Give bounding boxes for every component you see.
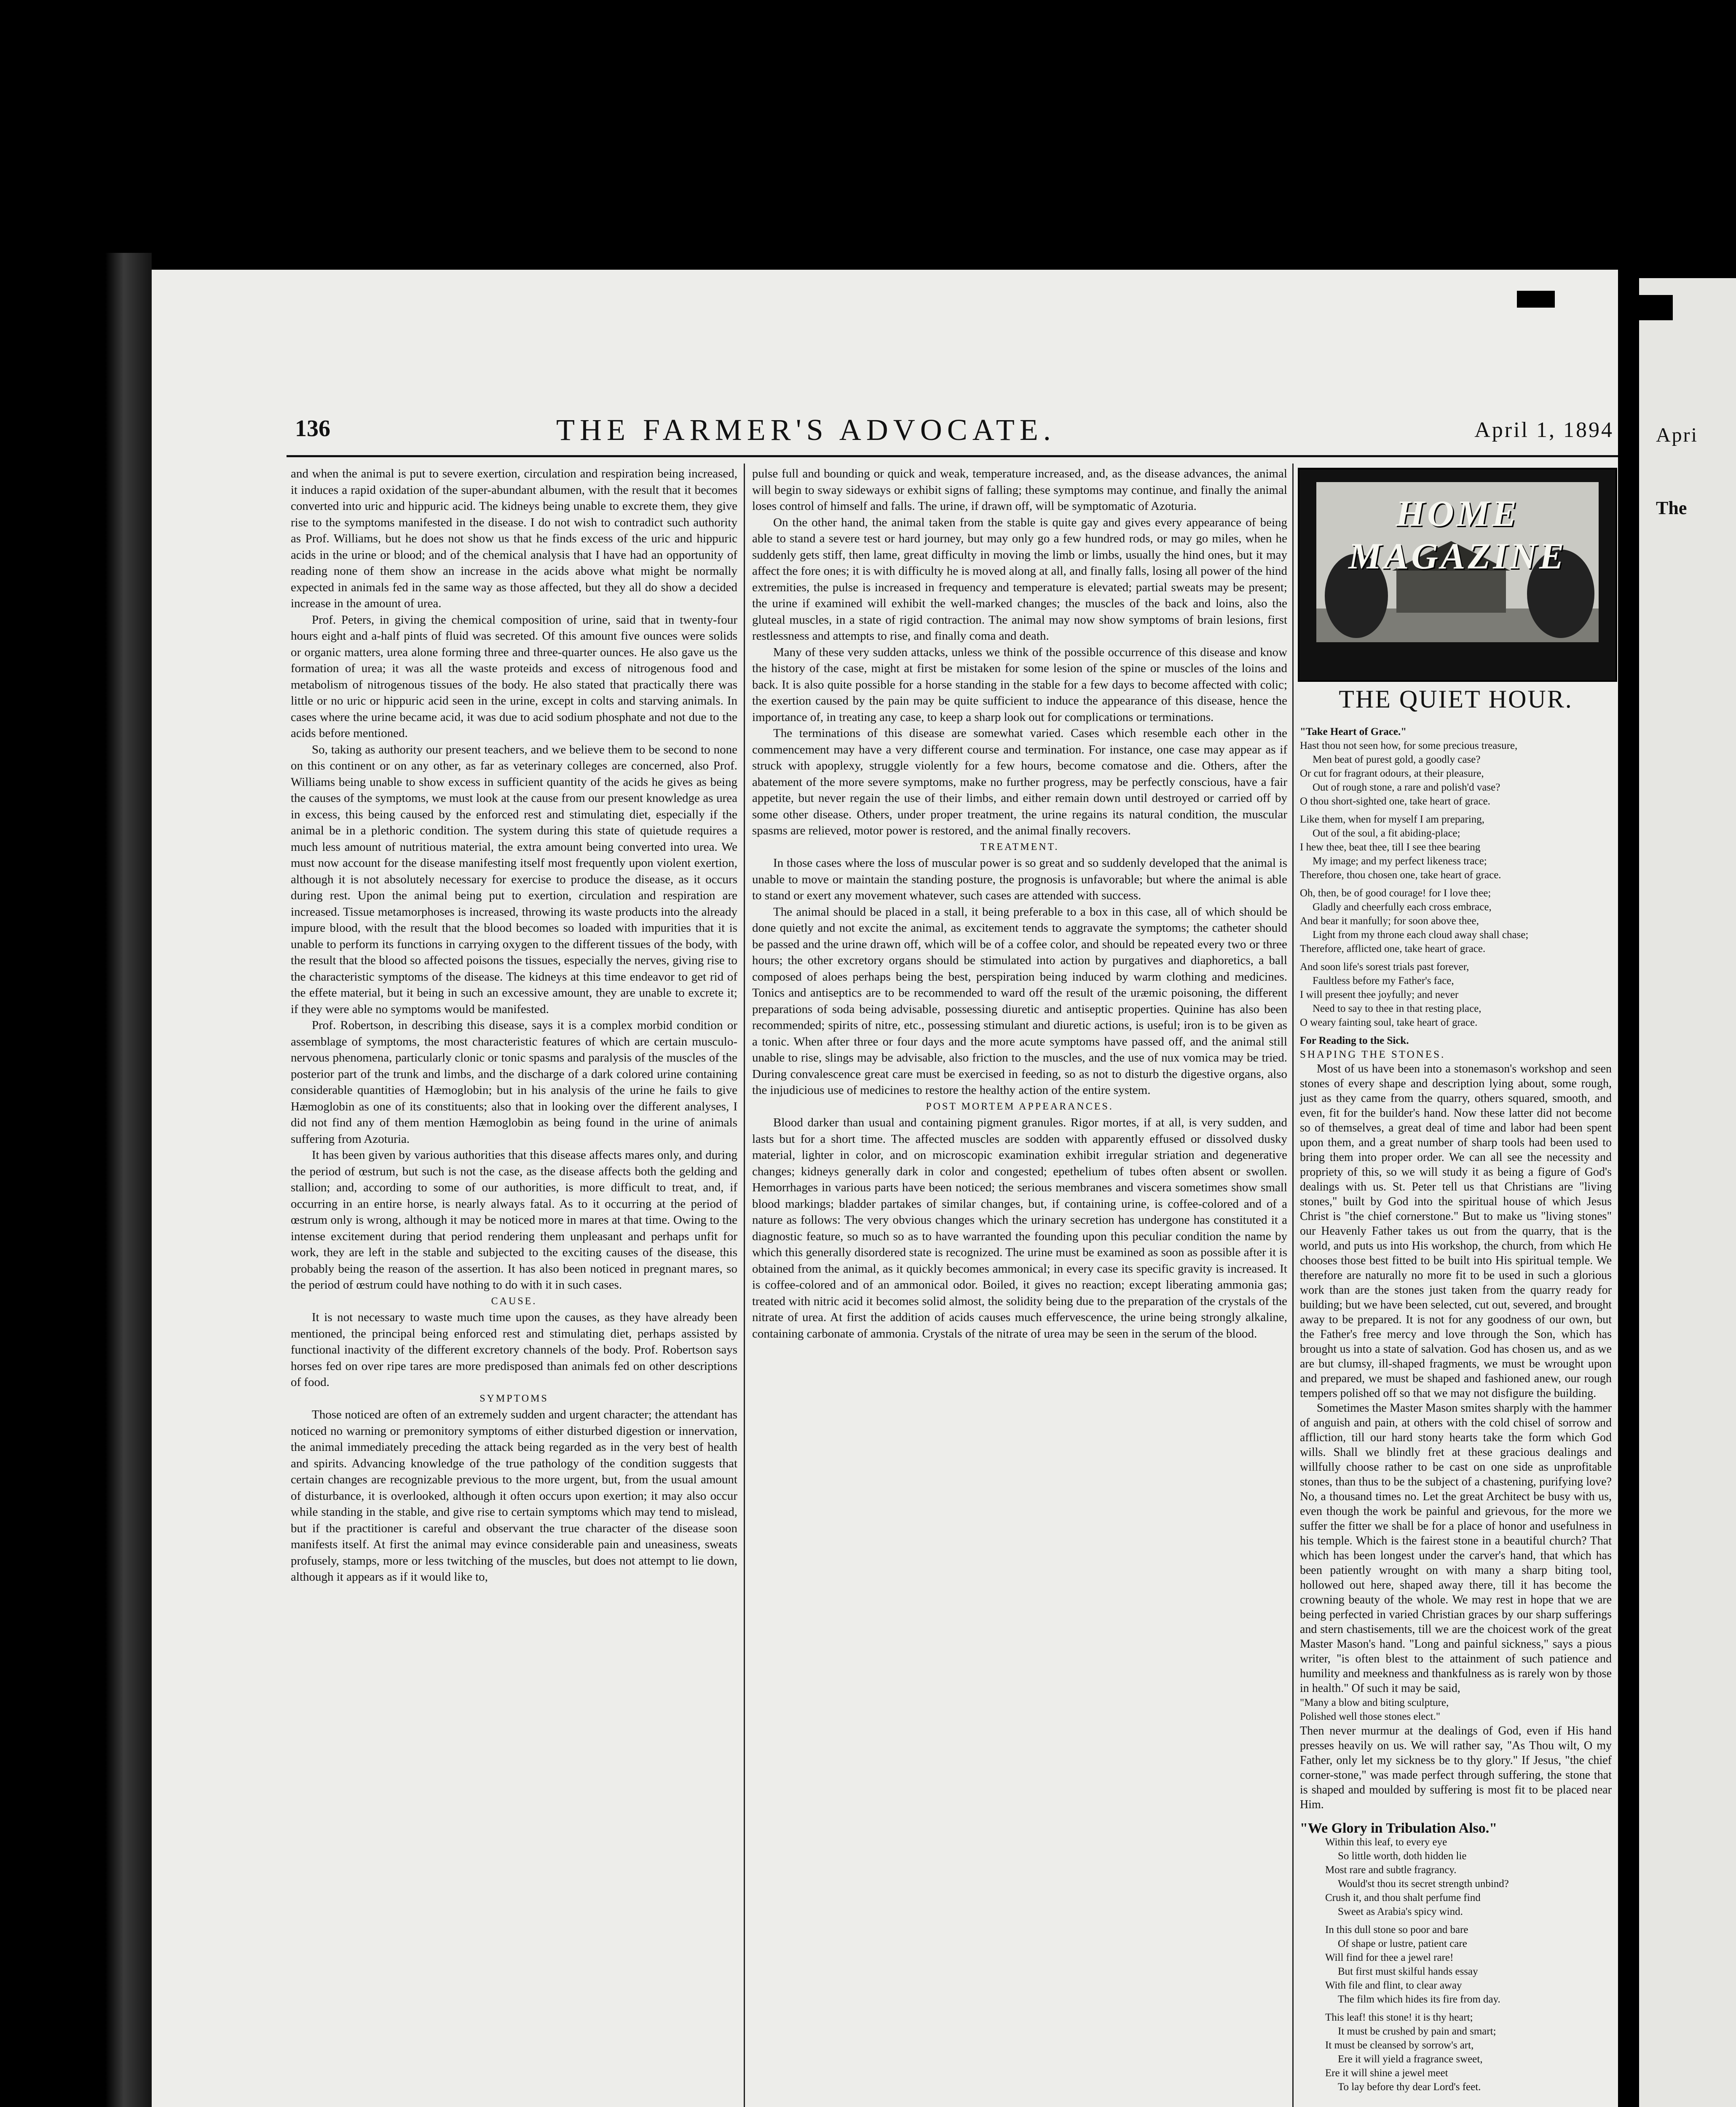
poem-line: Ere it will shine a jewel meet (1325, 2067, 1448, 2079)
poem-line: Oh, then, be of good courage! for I love thee; (1300, 887, 1491, 899)
paragraph: The terminations of this disease are somewhat varied. Cases which resemble each other in the commencement may have a very different course and termination. For instance, one case may appear as if struck with apoplexy, struggle violently for a few hours, become comatose and die. Others, after the abatement of the more severe symptoms, make no further progress, may be perfectly conscious, have a fair appetite, but never regain the use of their limbs, and either remain down until destroyed or carried off by some other disease. Others, under proper treatment, the urine regains its natural condition, the muscular spasms are relieved, motor power is restored, and the animal finally recovers. (752, 726, 1287, 837)
poem-line: In this dull stone so poor and bare (1325, 1924, 1468, 1935)
poem-line: Gladly and cheerfully each cross embrace, (1313, 901, 1492, 913)
facing-page-title: The (1656, 498, 1687, 518)
page-header (295, 415, 1614, 453)
poem-title: "We Glory in Tribulation Also." (1300, 1820, 1498, 1836)
poem-stanza (1300, 960, 1612, 1029)
poem-take-heart-of-grace (1300, 739, 1612, 1029)
poem-line: Faultless before my Father's face, (1313, 975, 1454, 986)
poem-stanza (1325, 2010, 1612, 2094)
column-1 (291, 466, 737, 1585)
poem-line: Will find for thee a jewel rare! (1325, 1952, 1454, 1963)
section-heading-cause: CAUSE. (491, 1295, 537, 1307)
paragraph: Then never murmur at the dealings of God, even if His hand presses heavily on us. We will rather say, "As Thou wilt, O my Father, only let my sickness be to thy glory." If Jesus, "the chief corner-stone," was made perfect through suffering, the stone that is shaped and moulded by suffering is most fit to be placed near Him. (1300, 1724, 1612, 1811)
poem-stanza (1300, 886, 1612, 956)
paragraph: Most of us have been into a stonemason's workshop and seen stones of every shape and description lying about, some rough, just as they came from the quarry, others squared, smooth, and even, fit for the builder's hand. Now these latter did not become so of themselves, a great deal of time and labor had been spent upon them, and a great number of sharp tools had been used to bring them into proper order. We can all see the necessity and propriety of this, so we will study it as being a figure of God's dealings with us. St. Peter tell us that Christians are "living stones," built by God into the spiritual house of which Jesus Christ is "the chief cornerstone." But to make us "living stones" our Heavenly Father takes us out from the quarry, that is the world, and puts us into His workshop, the church, from which He chooses those best fitted to be built into His spiritual temple. We therefore are naturally no more fit to be used in such a glorious work than are the stones just taken from the quarry ready for building; but we have been selected, cut out, severed, and brought away to be prepared. It is not for any goodness of our own, but the Father's free mercy and love through the Son, which has brought us into a state of salvation. God has chosen us, and as we are but clumsy, ill-shaped fragments, we must be wrought upon and prepared, we must be shaped and fashioned anew, our rough tempers polished off so that we may not disfigure the building. (1300, 1062, 1612, 1400)
poem-stanza (1300, 739, 1612, 808)
masthead: THE FARMER'S ADVOCATE. (556, 413, 1056, 447)
poem-line: It must be crushed by pain and smart; (1338, 2026, 1496, 2037)
poem-line: Would'st thou its secret strength unbind? (1338, 1878, 1509, 1890)
poem-line: Out of the soul, a fit abiding-place; (1313, 828, 1460, 839)
home-magazine-banner (1298, 468, 1617, 682)
poem-line: O weary fainting soul, take heart of grace. (1300, 1017, 1478, 1028)
paragraph: pulse full and bounding or quick and weak, temperature increased, and, as the disease advances, the animal will begin to sway sideways or exhibit signs of falling; these symptoms may continue, and finally the animal loses control of himself and falls. The urine, if drawn off, will be symptomatic of Azoturia. (752, 467, 1287, 513)
paragraph: It is not necessary to waste much time upon the causes, as they have already been mentioned, the principal being enforced rest and stimulating diet, perhaps assisted by functional inactivity of the different excretory channels of the body. Prof. Robertson says horses fed on over ripe tares are more predisposed than animals fed on other descriptions of food. (291, 1311, 737, 1389)
poem-line: It must be cleansed by sorrow's art, (1325, 2040, 1474, 2051)
section-heading-treatment: TREATMENT. (980, 841, 1059, 852)
paragraph: Prof. Robertson, in describing this disease, says it is a complex morbid condition or assemblage of symptoms, the most characteristic features of which are certain musculo-nervous phenomena, particularly clonic or tonic spasms and paralysis of the muscles of the posterior part of the trunk and limbs, and the discharge of a dark colored urine containing considerable quantities of Hæmoglobin; but in his analysis of the urine he fails to give Hæmoglobin as one of its constituents; also that in looking over the different analyses, I did not find any of them mention Hæmoglobin as being found in the urine of animals suffering from Azoturia. (291, 1019, 737, 1146)
paragraph: The animal should be placed in a stall, it being preferable to a box in this case, all of which should be done quietly and not excite the animal, as excitement tends to aggravate the symptoms; the catheter should be passed and the urine drawn off, which will be of a coffee color, and should be repeated every two or three hours; the other excretory organs should be stimulated into action by purgatives and diaphoretics, a ball composed of aloes perhaps being the best, perspiration being induced by warm clothing and medicines. Tonics and antiseptics are to be recommended to ward off the result of the uræmic poisoning, the different preparations of soda being advisable, possessing diuretic and antiseptic properties. Quinine has also been recommended; spirits of nitre, etc., possessing stimulant and diuretic actions, is useful; iron is to be given as a tonic. When after three or four days and the more acute symptoms have passed off, and the animal still unable to rise, slings may be advisable, also friction to the muscles, and the use of nux vomica may be tried. During convalescence great care must be exercised in feeding, so as not to disturb the digestive organs, also the injudicious use of medicines to restore the healthy action of the entire system. (752, 905, 1287, 1097)
poem-title: "Take Heart of Grace." (1300, 726, 1407, 737)
poem-line: Within this leaf, to every eye (1325, 1836, 1447, 1848)
poem-line: And bear it manfully; for soon above thee, (1300, 915, 1479, 927)
poem-line: And soon life's sorest trials past forever, (1300, 961, 1469, 973)
paragraph: Sometimes the Master Mason smites sharply with the hammer of anguish and pain, at others with the cold chisel of sorrow and affliction, till our hard stony hearts take the form which God wills. Shall we blindly fret at these gracious dealings and willfully choose rather to be cast on one side as unprofitable stones, than thus to be the subject of a chastening, purifying love? No, a thousand times no. Let the great Architect be busy with us, even though the work be painful and grievous, for the more we suffer the fitter we shall be for a place of honor and usefulness in his temple. Which is the fairest stone in a beautiful church? That which has been longest under the carver's hand, that which has been patiently wrought on with many a sharp biting tool, hollowed out here, shaped away there, till it has become the crowning beauty of the whole. We may rest in hope that we are being perfected in varied Christian graces by our sharp sufferings and stern chastisements, till we are the choicest work of the great Master Mason's hand. "Long and painful sickness," says a pious writer, "is often blest to the attainment of such patience and humility and meekness and thankfulness as is rarely won by those in health." Of such it may be said, (1300, 1402, 1612, 1695)
paragraph: Many of these very sudden attacks, unless we think of the possible occurrence of this disease and know the history of the case, might at first be mistaken for some lesion of the spine or muscles of the loins and back. It is also quite possible for a horse standing in the stable for a few days to become affected with colic; the exertion caused by the pain may be quite sufficient to induce the appearance of this disease, hence the importance of, in treating any case, to keep a sharp look out for complications or terminations. (752, 645, 1287, 724)
poem-line: Sweet as Arabia's spicy wind. (1338, 1906, 1463, 1917)
paragraph: So, taking as authority our present teachers, and we believe them to be second to none on this continent or on any other, as far as veterinary colleges are concerned, also Prof. Williams being unable to show excess in sufficient quantity of the acids he gives as being the causes of the symptoms, we must look at the cause from our present knowledge as urea in excess, this being caused by the enforced rest and stimulating diet, especially if the animal be in a plethoric condition. The system during this state of quietude requires a much less amount of nutritious material, the extra amount being converted into urea. We must now account for the disease manifesting itself most frequently upon violent exertion, although it is not absolutely necessary for exercise to produce the disease, as it occurs during rest. Upon the animal being put to exertion, circulation and respiration are increased. Tissue metamorphoses is increased, throwing its waste products into the already impure blood, with the result that the blood becomes so loaded with impurities that it is unable to perform its functions in carrying oxygen to the different tissues of the body, with the result that the blood so affected poisons the tissues, especially the nerves, giving rise to the characteristic symptoms of the disease. The kidneys at this time endeavor to get rid of the effete material, but it being in such an excessive amount, they are unable to excrete it; if they were able no symptoms would be manifested. (291, 743, 737, 1016)
poem-stanza (1300, 812, 1612, 882)
newspaper-page (152, 270, 1618, 2107)
paragraph: On the other hand, the animal taken from the stable is quite gay and gives every appearance of being able to stand a severe test or hard journey, but may only go a few hundred rods, or may go miles, when he suddenly gets stiff, then lame, great difficulty in moving the limb or limbs, usually the hind ones, but it may affect the fore ones; it is with difficulty he is moved along at all, and finally falls, losing all power of the hind extremities, the pulse is increased in frequency and temperature is elevated; partial sweats may be present; the urine if examined will exhibit the well-marked changes; the muscles of the back and loins, also the gluteal muscles, in a state of rigid contraction. The animal may now show symptoms of brain lesions, first restlessness and attempts to rise, and finally coma and death. (752, 515, 1287, 643)
section-heading-symptoms: SYMPTOMS (480, 1393, 549, 1404)
header-rule (287, 455, 1618, 457)
article-subtitle: SHAPING THE STONES. (1300, 1049, 1446, 1060)
paragraph: In those cases where the loss of muscular power is so great and so suddenly developed that the animal is unable to move or maintain the standing posture, the prognosis is unfavorable; but where the animal is able to stand or exert any movement whatever, such cases are attended with success. (752, 856, 1287, 902)
poem-line: The film which hides its fire from day. (1338, 1994, 1500, 2005)
torn-edge (1517, 291, 1555, 308)
poem-we-glory-in-tribulation (1300, 1835, 1612, 2094)
article-title: For Reading to the Sick. (1300, 1035, 1409, 1046)
poem-line: I hew thee, beat thee, till I see thee bearing (1300, 842, 1481, 853)
poem-line: Hast thou not seen how, for some precious treasure, (1300, 740, 1518, 751)
poem-line: Therefore, thou chosen one, take heart of grace. (1300, 869, 1501, 881)
poem-line: O thou short-sighted one, take heart of grace. (1300, 796, 1490, 807)
poem-line: Most rare and subtle fragrancy. (1325, 1864, 1457, 1876)
poem-line: To lay before thy dear Lord's feet. (1338, 2081, 1481, 2093)
book-spine (105, 253, 152, 2107)
poem-line: This leaf! this stone! it is thy heart; (1325, 2012, 1473, 2023)
issue-date: April 1, 1894 (1474, 418, 1614, 442)
column-2 (752, 466, 1287, 1342)
facing-page (1639, 278, 1736, 2107)
poem-line: Light from my throne each cloud away shall chase; (1313, 929, 1529, 941)
torn-edge (1618, 295, 1673, 320)
poem-stanza (1325, 1923, 1612, 2006)
poem-line: With file and flint, to clear away (1325, 1980, 1462, 1991)
poem-line: Crush it, and thou shalt perfume find (1325, 1892, 1481, 1903)
column-3 (1300, 725, 1612, 2098)
poem-line: Men beat of purest gold, a goodly case? (1313, 754, 1481, 765)
poem-line: But first must skilful hands essay (1338, 1966, 1478, 1977)
paragraph: Blood darker than usual and containing pigment granules. Rigor mortes, if at all, is very sudden, and lasts but for a short time. The affected muscles are sodden with apparently effused or dissolved dusky material, lighter in color, and on microscopic examination exhibit irregular striation and degenerative changes; kidneys generally dark in color and congested; epethelium of tubes often absent or swollen. Hemorrhages in various parts have been noticed; the serious membranes and viscera sometimes show small blood markings; bladder partakes of similar changes, but, if containing urine, is coffee-colored and of a nature as follows: The very obvious changes which the urinary secretion has undergone has constituted it a diagnostic feature, so much so as to have warranted the founding upon this peculiar condition the name by which this generally disordered state is recognized. The urine must be examined as soon as possible after it is obtained from the animal, as it quickly becomes ammonical; in every case its specific gravity is increased. It is coffee-colored and of an ammonical odor. Boiled, it gives no reaction; except liberating ammonia gas; treated with nitric acid it becomes solid almost, the solidity being due to the preparation of the crystals of the nitrate of urea. At first the addition of acids causes much effervescence, the urine being strongly alkaline, containing carbonate of ammonia. Crystals of the nitrate of urea may be seen in the serum of the blood. (752, 1116, 1287, 1340)
poem-line: I will present thee joyfully; and never (1300, 989, 1459, 1000)
quote-line: "Many a blow and biting sculpture, (1300, 1697, 1449, 1708)
poem-line: My image; and my perfect likeness trace; (1313, 855, 1487, 867)
section-heading-postmortem: POST MORTEM APPEARANCES. (926, 1101, 1114, 1112)
paragraph: and when the animal is put to severe exertion, circulation and respiration being increased, it induces a rapid oxidation of the super-abundant albumen, with the result that it becomes converted into uric and hippuric acid. The kidneys being unable to excrete them, they give rise to the symptoms manifested in the disease. I do not wish to contradict such authority as Prof. Williams, but he does not show us that he finds excess of the uric and hippuric acids in the urine or blood; and of the chemical analysis that I have had an opportunity of reading none of them show an increase in the acids above what might be normally expected in animals fed in the same way as those affected, but they all do show a decided increase in the amount of urea. (291, 467, 737, 610)
poem-line: Or cut for fragrant odours, at their pleasure, (1300, 768, 1484, 779)
quote-line: Polished well those stones elect." (1300, 1711, 1441, 1722)
column-separator (1292, 464, 1294, 2107)
poem-line: So little worth, doth hidden lie (1338, 1850, 1467, 1862)
scan-background (0, 0, 1736, 236)
poem-line: Need to say to thee in that resting place, (1313, 1003, 1481, 1014)
paragraph: Prof. Peters, in giving the chemical composition of urine, said that in twenty-four hours eight and a-half pints of fluid was secreted. Of this amount five ounces were solids or organic matters, urea alone forming three and three-quarter ounces. He also gave us the formation of urea; it was all the waste proteids and excess of nitrogenous food and metabolism of nitrogenous tissues of the body. He also stated that practically there was little or no uric or hippuric acid seen in the urine, except in colts and starving animals. In cases where the urine became acid, it was due to acid sodium phosphate and not due to the acids before mentioned. (291, 613, 737, 740)
page-number: 136 (295, 416, 330, 442)
paragraph: It has been given by various authorities that this disease affects mares only, and during the period of œstrum, but such is not the case, as the disease affects both the gelding and stallion; and, according to some of our authorities, is more difficult to treat, and, if occurring in an entire horse, is nearly always fatal. As to it occurring at the period of œstrum only is wrong, although it may be noticed more in mares at that time. Owing to the intense excitement during that period rendering them unpleasant and perhaps unfit for work, they are left in the stable and subjected to the exciting causes of the disease, this probably being the reason of the assertion. It has also been noticed in pregnant mares, so the period of œstrum could have nothing to do with it in such cases. (291, 1148, 737, 1292)
facing-page-header: Apri (1656, 424, 1698, 446)
poem-line: Out of rough stone, a rare and polish'd vase? (1313, 782, 1500, 793)
paragraph: Those noticed are often of an extremely sudden and urgent character; the attendant has noticed no warning or premonitory symptoms of either disturbed digestion or innervation, the animal immediately preceding the attack being regarded as in the very best of health and spirits. Advancing knowledge of the true pathology of the condition suggests that certain changes are recognizable previous to the more urgent, but, from the usual amount of disturbance, it is overlooked, although it often occurs upon exertion; it may also occur while standing in the stable, and give rise to certain symptoms which may tend to mislead, but if the practitioner is careful and observant the true character of the disease soon manifests itself. At first the animal may evince considerable pain and uneasiness, sweats profusely, stamps, more or less twitching of the muscles, but does not attempt to lie down, although it appears as if it would like to, (291, 1408, 737, 1584)
poem-stanza (1325, 1835, 1612, 1919)
column-separator (744, 464, 745, 2107)
poem-line: Ere it will yield a fragrance sweet, (1338, 2053, 1483, 2065)
banner-title: HOME MAGAZINE (1348, 493, 1567, 577)
poem-line: Like them, when for myself I am preparing, (1300, 814, 1485, 825)
section-title: THE QUIET HOUR. (1339, 685, 1573, 713)
poem-line: Therefore, afflicted one, take heart of grace. (1300, 943, 1486, 954)
poem-line: Of shape or lustre, patient care (1338, 1938, 1467, 1949)
